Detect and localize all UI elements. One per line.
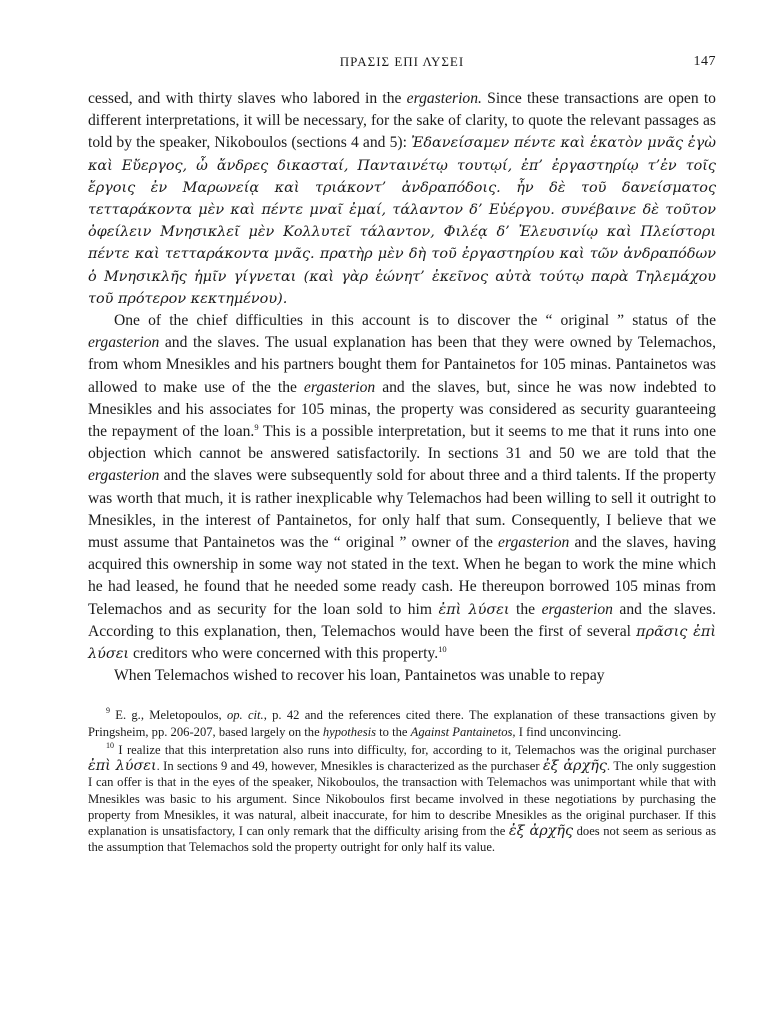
italic-term: ergasterion [541,600,613,618]
text-run: Since these transactions are open to different interpretations, it will be necessary, for the sake of clarity, to quote the relevant passages as told by the speaker, Nikoboulos (sections 4 and 5): [88,90,716,152]
running-title: ΠΡΑΣΙΣ ΕΠΙ ΛΥΣΕΙ [339,54,465,69]
footnote-ref: 10 [106,740,114,750]
text-run: I find unconvincing. [515,724,622,739]
italic-term: hypothesis [322,724,376,739]
footnote-10 [88,742,716,855]
greek-text: πρᾶσις ἐπὶ λύσει [88,623,716,663]
footnote-ref: 9 [106,706,110,716]
greek-text: ἐπὶ λύσει [438,601,510,618]
text-run: E. g., Meletopoulos, [110,708,227,723]
text-run: the [509,600,542,618]
text-run: and the slaves. The usual explanation has been that they were owned by Telemachos, from whom Mnesikles and his partners bought them for Pantainetos for 105 minas. Pantainetos was allowed to make use of the the [88,334,716,396]
text-run: . The only suggestion I can offer is that in the eyes of the speaker, Nikoboulos, the transaction with Telemachos was unimportant while that with Mnesikles was basic to his argument. Since Nikoboulos first became involved in these negotiations by purchasing the property from Mnesikles, it was natural, albeit inaccurate, for him to describe Mnesikles as the original purchaser. If this explanation is unsatisfactory, I can only remark that the difficulty arising from the [88,759,716,838]
text-run: . In sections 9 and 49, however, Mnesikles is characterized as the purchaser [156,759,543,774]
text-run: This is a possible interpretation, but it seems to me that it runs into one objection which cannot be answered satisfactorily. In sections 31 and 50 we are told that the [88,423,716,463]
greek-text: ἐξ ἀρχῆς [508,822,574,839]
footnotes [88,707,716,855]
paragraph-3 [88,665,716,687]
text-run: and the slaves. According to this explanation, then, Telemachos would have been the first of several [88,600,716,640]
page-number: 147 [693,54,716,69]
italic-term: ergasterion [498,534,570,552]
text-run: , p. 42 and the references cited there. The explanation of these transactions given by Pringsheim, pp. 206-207, based largely on the [88,708,716,739]
greek-text: Ἐδανείσαμεν πέντε καὶ ἑκατὸν μνᾶς ἐγὼ καὶ Εὔεργος, ὦ ἄνδρες δικασταί, Πανταινέτῳ τουτῳί, ἐπ’ ἐργαστηρίῳ τ’ἐν τοῖς ἔργοις ἐν Μαρωνείᾳ καὶ τριάκοντ’ ἀνδραπόδοις. ἦν δὲ τοῦ δανείσματος τετταράκοντα μὲν καὶ πέντε μναῖ ἐμαί, τάλαντον δ’ Εὐέργου. συνέβαινε δὲ τοῦτον ὀφείλειν Μνησικλεῖ μὲν Κολλυτεῖ τάλαντον, Φιλέᾳ δ’ Ἐλευσινίῳ καὶ Πλείστορι πέντε καὶ τετταράκοντα μνᾶς. πρατὴρ μὲν δὴ τοῦ ἐργαστηρίου καὶ τῶν ἀνδραπόδων ὁ Μνησικλῆς ἡμῖν γίγνεται (καὶ γὰρ ἑώνητ’ ἐκεῖνος αὐτὰ τούτῳ παρὰ Τηλεμάχου τοῦ πρότερον κεκτημένου). [88,135,716,307]
text-run: creditors who were concerned with this property. [129,645,439,663]
greek-text: ἐξ ἀρχῆς [542,758,607,775]
footnote-9 [88,707,716,739]
text-run: cessed, and with thirty slaves who labored in the [88,90,407,107]
footnote-ref: 10 [438,644,447,655]
italic-term: ergasterion [303,378,376,396]
text-run: to the [376,724,411,739]
footnote-ref: 9 [254,422,259,433]
paragraph-1 [88,88,716,310]
italic-term: ergasterion. [406,90,482,107]
paragraph-2 [88,310,716,665]
text-run: and the slaves were subsequently sold for about three and a third talents. If the property was worth that much, it is rather inexplicable why Telemachos had been willing to sell it outright to Mnesikles, in the interest of Pantainetos, for only half that sum. Consequently, I believe that we must assume that Pantainetos was the “ original ” owner of the [88,467,716,552]
text-run: and the slaves, but, since he was now indebted to Mnesikles and his associates for 105 minas, the property was considered as security guaranteeing the repayment of the loan. [88,378,716,441]
text-run: does not seem as serious as the assumption that Telemachos sold the property outright for only half its value. [88,823,716,855]
text-run: and the slaves, having acquired this ownership in some way not stated in the text. When he began to work the mine which he had leased, he found that he needed some ready cash. He thereupon borrowed 105 minas from Telemachos and as security for the loan sold to him [88,534,716,618]
page-header [88,54,716,76]
body-text [88,88,716,687]
text-run: I realize that this interpretation also runs into difficulty, for, according to it, Telemachos was the original purchaser [114,742,716,757]
italic-term: Against Pantainetos, [410,724,516,739]
document-page [88,54,716,855]
text-run: One of the chief difficulties in this account is to discover the “ original ” status of the [114,312,716,330]
italic-term: ergasterion [88,334,160,352]
italic-term: ergasterion [88,467,160,485]
italic-term: op. cit. [226,708,264,723]
greek-text: ἐπὶ λύσει [88,758,157,775]
text-run: When Telemachos wished to recover his loan, Pantainetos was unable to repay [114,667,605,685]
